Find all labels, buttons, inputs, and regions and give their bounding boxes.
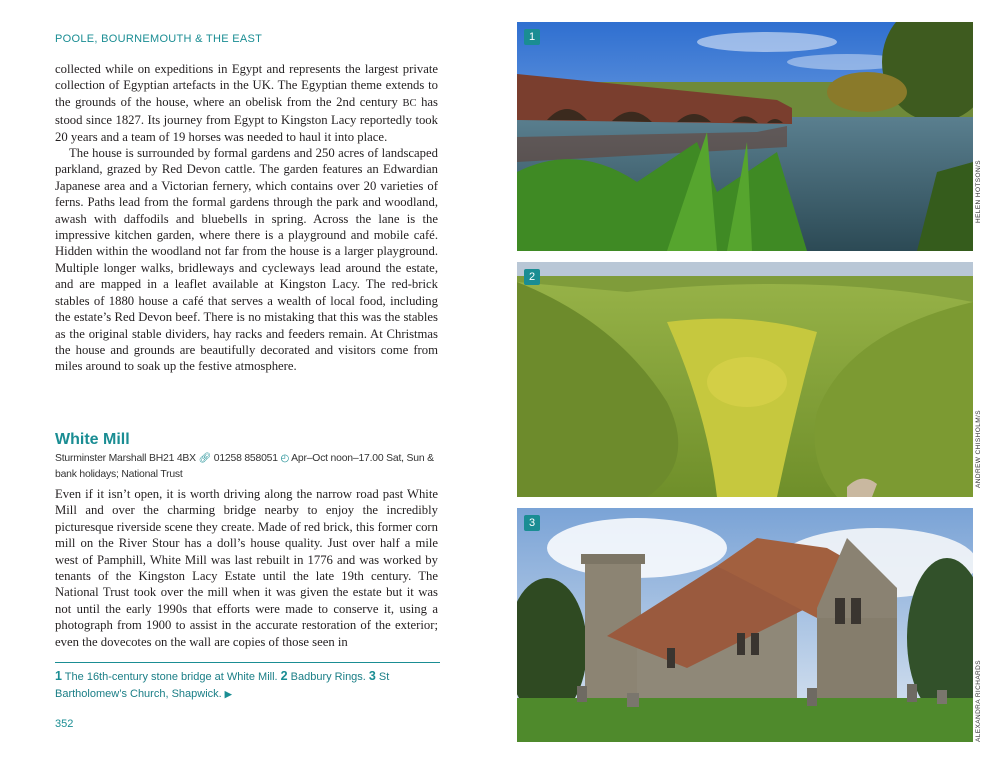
caption-text: The 16th-century stone bridge at White Mill. <box>61 671 281 683</box>
phone-icon: 🔗︎ <box>198 453 212 464</box>
photo-number-badge: 1 <box>524 29 540 45</box>
body-text-white-mill <box>55 486 438 650</box>
photo-credit: HELEN HOTSON/S <box>975 160 982 224</box>
page-number: 352 <box>55 718 74 730</box>
listing-info <box>55 451 440 482</box>
bridge-illustration <box>517 22 973 251</box>
paragraph-text: collected while on expeditions in Egypt and represents the largest private collection of Egyptian artefacts in the UK. The Egyptian theme extends to the grounds of the house, where an obelisk from the 2nd century <box>55 62 438 109</box>
church-illustration <box>517 508 973 742</box>
running-head: POOLE, BOURNEMOUTH & THE EAST <box>55 33 263 45</box>
body-text-kingston-lacy <box>55 61 438 375</box>
photo-number-badge: 2 <box>524 269 540 285</box>
caption-number: 1 <box>55 669 62 683</box>
continue-arrow-icon: ▶ <box>224 689 232 699</box>
caption-text: Badbury Rings. <box>287 671 369 683</box>
photo-captions <box>55 668 440 703</box>
photo-badbury-rings <box>517 262 973 497</box>
earthworks-illustration <box>517 262 973 497</box>
paragraph-white-mill: Even if it isn’t open, it is worth driving along the narrow road past White Mill and over the charming bridge nearby to enjoy the incredibly picturesque riverside scene they create. Made of red brick, this former corn mill on the River Stour has a doll’s house quality. Just over half a mile west of Pamphill, White Mill was last rebuilt in 1776 and was worked by tenants of the Kingston Lacy Estate until the late 19th century. The National Trust took over the mill when it was given the estate but it was not until the early 1990s that efforts were made to conserve it, using a photograph from 1900 to assist in the accurate restoration of the exterior; even the dovecotes on the wall are copies of those seen in <box>55 487 438 649</box>
paragraph-text: has stood since 1827. Its journey from Egypt to Kingston Lacy reportedly took 20 years and a team of 19 horses was needed to haul it into place. <box>55 94 438 144</box>
caption-text: St Bartholomew’s Church, Shapwick. <box>55 671 390 700</box>
photo-credit: ALEXANDRA RICHARDS <box>975 660 982 742</box>
paragraph-obelisk <box>55 61 438 145</box>
caption-number: 3 <box>368 669 376 683</box>
caption-number: 2 <box>280 669 288 683</box>
photo-white-mill-bridge <box>517 22 973 251</box>
clock-icon: ◴ <box>280 453 290 464</box>
section-heading-white-mill: White Mill <box>55 431 130 448</box>
era-abbreviation: BC <box>402 97 417 109</box>
caption-rule <box>55 662 440 663</box>
photo-number-badge: 3 <box>524 515 540 531</box>
listing-address: Sturminster Marshall BH21 4BX <box>55 453 199 464</box>
photo-st-bartholomews-church <box>517 508 973 742</box>
photo-credit: ANDREW CHISHOLM/S <box>975 410 982 488</box>
listing-phone: 01258 858051 <box>211 453 281 464</box>
listing-hours: Apr–Oct noon–17.00 Sat, Sun & bank holidays; National Trust <box>55 453 434 480</box>
paragraph-gardens: The house is surrounded by formal gardens and 250 acres of landscaped parkland, grazed by Red Devon cattle. The garden features an Edwardian Japanese area and a Victorian fernery, which contains over 20 varieties of ferns. Paths lead from the formal gardens through the park and woodland, awash with daffodils and bluebells in spring. Across the lane is the impressive kitchen garden, where there is a playground and mobile café. Hidden within the woodland not far from the house is a larger playground. Multiple longer walks, bridleways and cycleways lead around the estate, and are mapped in a leaflet available at Kingston Lacy. The red-brick stables of 1880 house a café that serves a wealth of local food, including the estate’s Red Devon beef. There is no mistaking that this was the stables as the original stable dividers, hay racks and feeders remain. At Christmas the house and grounds are beautifully decorated and visitors come from miles around to soak up the festive atmosphere. <box>55 146 438 374</box>
